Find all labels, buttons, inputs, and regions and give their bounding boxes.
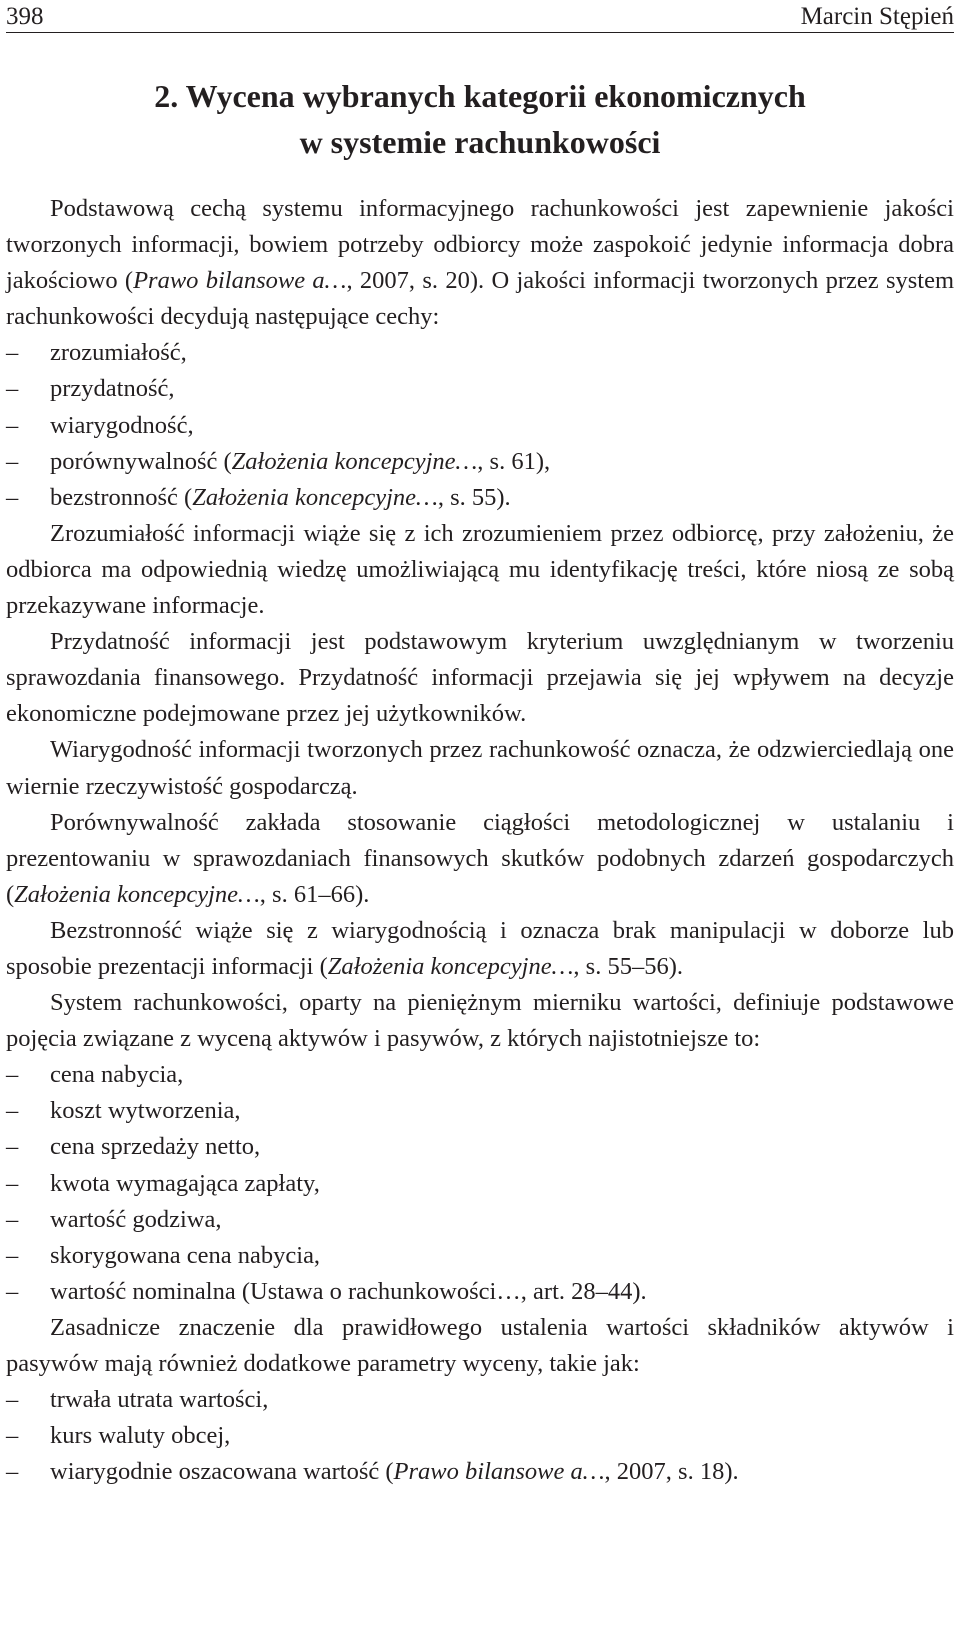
list-dash: –	[6, 1386, 19, 1414]
paragraph-1-text: Podstawową cechą systemu informacyjnego rachunkowości jest zapewnienie jakości tworzonych informacji, bowiem potrzeby odbiorcy może zaspokoić jedynie informacja dobra jakościowo (	[6, 195, 954, 295]
additional-parameters-list	[6, 1382, 954, 1490]
quality-features-list	[6, 335, 954, 515]
citation: Założenia koncepcyjne…	[14, 880, 260, 908]
section-title-line-2: w systemie rachunkowości	[299, 124, 661, 160]
paragraph-1	[6, 191, 954, 335]
list-item-text: kwota wymagająca zapłaty,	[50, 1169, 320, 1197]
list-dash: –	[6, 1241, 19, 1269]
list-item-text-cont: , 2007, s. 18).	[604, 1458, 739, 1486]
paragraph-5	[6, 805, 954, 913]
list-item-text: wartość godziwa,	[50, 1205, 222, 1233]
list-dash: –	[6, 1458, 19, 1486]
list-item	[6, 1382, 954, 1418]
citation: Prawo bilansowe a…	[133, 267, 347, 295]
list-item-text: wiarygodność,	[50, 411, 194, 439]
list-dash: –	[6, 1422, 19, 1450]
list-dash: –	[6, 339, 19, 367]
list-dash: –	[6, 375, 19, 403]
list-item-text: przydatność,	[50, 375, 175, 403]
list-item	[6, 1238, 954, 1274]
list-item	[6, 1274, 954, 1310]
list-item-text: bezstronność (	[50, 483, 193, 511]
citation: Założenia koncepcyjne…	[327, 952, 574, 980]
list-item-text: wiarygodnie oszacowana wartość (	[50, 1458, 394, 1486]
list-dash: –	[6, 1169, 19, 1197]
running-header	[6, 2, 954, 33]
list-item-text: koszt wytworzenia,	[50, 1097, 241, 1125]
list-dash: –	[6, 1061, 19, 1089]
list-dash: –	[6, 1097, 19, 1125]
list-item	[6, 1454, 954, 1490]
list-dash: –	[6, 1133, 19, 1161]
list-dash: –	[6, 1277, 19, 1305]
paragraph-7: System rachunkowości, oparty na pieniężnym mierniku wartości, definiuje podstawowe pojęcia związane z wyceną aktywów i pasywów, z których najistotniejsze to:	[6, 989, 954, 1053]
list-item	[6, 480, 954, 516]
list-item-text-cont: , s. 61),	[477, 447, 551, 475]
list-item-text: wartość nominalna (Ustawa o rachunkowości…, art. 28–44).	[50, 1277, 647, 1305]
list-item-text: cena nabycia,	[50, 1061, 184, 1089]
paragraph-8: Zasadnicze znaczenie dla prawidłowego ustalenia wartości składników aktywów i pasywów mają również dodatkowe parametry wyceny, takie jak:	[6, 1313, 954, 1377]
list-item	[6, 371, 954, 407]
list-item-text: porównywalność (	[50, 447, 232, 475]
valuation-concepts-list	[6, 1057, 954, 1310]
section-title-line-1: 2. Wycena wybranych kategorii ekonomicznych	[154, 78, 806, 114]
citation: Prawo bilansowe a…	[393, 1458, 605, 1486]
list-dash: –	[6, 1205, 19, 1233]
list-item	[6, 1418, 954, 1454]
list-item	[6, 1057, 954, 1093]
list-item-text: cena sprzedaży netto,	[50, 1133, 261, 1161]
citation: Założenia koncepcyjne…	[231, 447, 478, 475]
paragraph-6	[6, 913, 954, 985]
list-item	[6, 444, 954, 480]
paragraph-1-text-cont: , 2007, s. 20). O jakości informacji tworzonych przez system rachunkowości decydują następujące cechy:	[6, 267, 954, 331]
list-item	[6, 1093, 954, 1129]
list-item-text: trwała utrata wartości,	[50, 1386, 269, 1414]
section-title	[0, 73, 960, 165]
list-item-text: zrozumiałość,	[50, 339, 187, 367]
paragraph-6-text: Bezstronność wiąże się z wiarygodnością i oznacza brak manipulacji w doborze lub sposobie prezentacji informacji (	[6, 916, 954, 980]
paragraph-5-text: Porównywalność zakłada stosowanie ciągłości metodologicznej w ustalaniu i prezentowaniu w sprawozdaniach finansowych skutków podobnych zdarzeń gospodarczych (	[6, 808, 954, 908]
list-item	[6, 1202, 954, 1238]
list-item-text: kurs waluty obcej,	[50, 1422, 231, 1450]
list-item	[6, 335, 954, 371]
page-number: 398	[6, 3, 44, 30]
list-item	[6, 1166, 954, 1202]
list-item-text: skorygowana cena nabycia,	[50, 1241, 321, 1269]
citation: Założenia koncepcyjne…	[192, 483, 438, 511]
paragraph-6-text-cont: , s. 55–56).	[573, 952, 683, 980]
running-author: Marcin Stępień	[800, 3, 954, 30]
list-dash: –	[6, 447, 19, 475]
paragraph-5-text-cont: , s. 61–66).	[259, 880, 370, 908]
paragraph-2: Zrozumiałość informacji wiąże się z ich zrozumieniem przez odbiorcę, przy założeniu, że odbiorca ma odpowiednią wiedzę umożliwiającą mu identyfikację treści, które niosą ze sobą przekazywane informacje.	[6, 519, 954, 620]
paragraph-4: Wiarygodność informacji tworzonych przez rachunkowość oznacza, że odzwierciedlają one wiernie rzeczywistość gospodarczą.	[6, 736, 954, 800]
list-dash: –	[6, 411, 19, 439]
list-dash: –	[6, 483, 19, 511]
paragraph-3: Przydatność informacji jest podstawowym kryterium uwzględnianym w tworzeniu sprawozdania finansowego. Przydatność informacji przejawia się jej wpływem na decyzje ekonomiczne podejmowane przez jej użytkowników.	[6, 628, 954, 728]
body-text	[6, 191, 954, 1490]
list-item	[6, 408, 954, 444]
list-item	[6, 1129, 954, 1165]
list-item-text-cont: , s. 55).	[437, 483, 511, 511]
